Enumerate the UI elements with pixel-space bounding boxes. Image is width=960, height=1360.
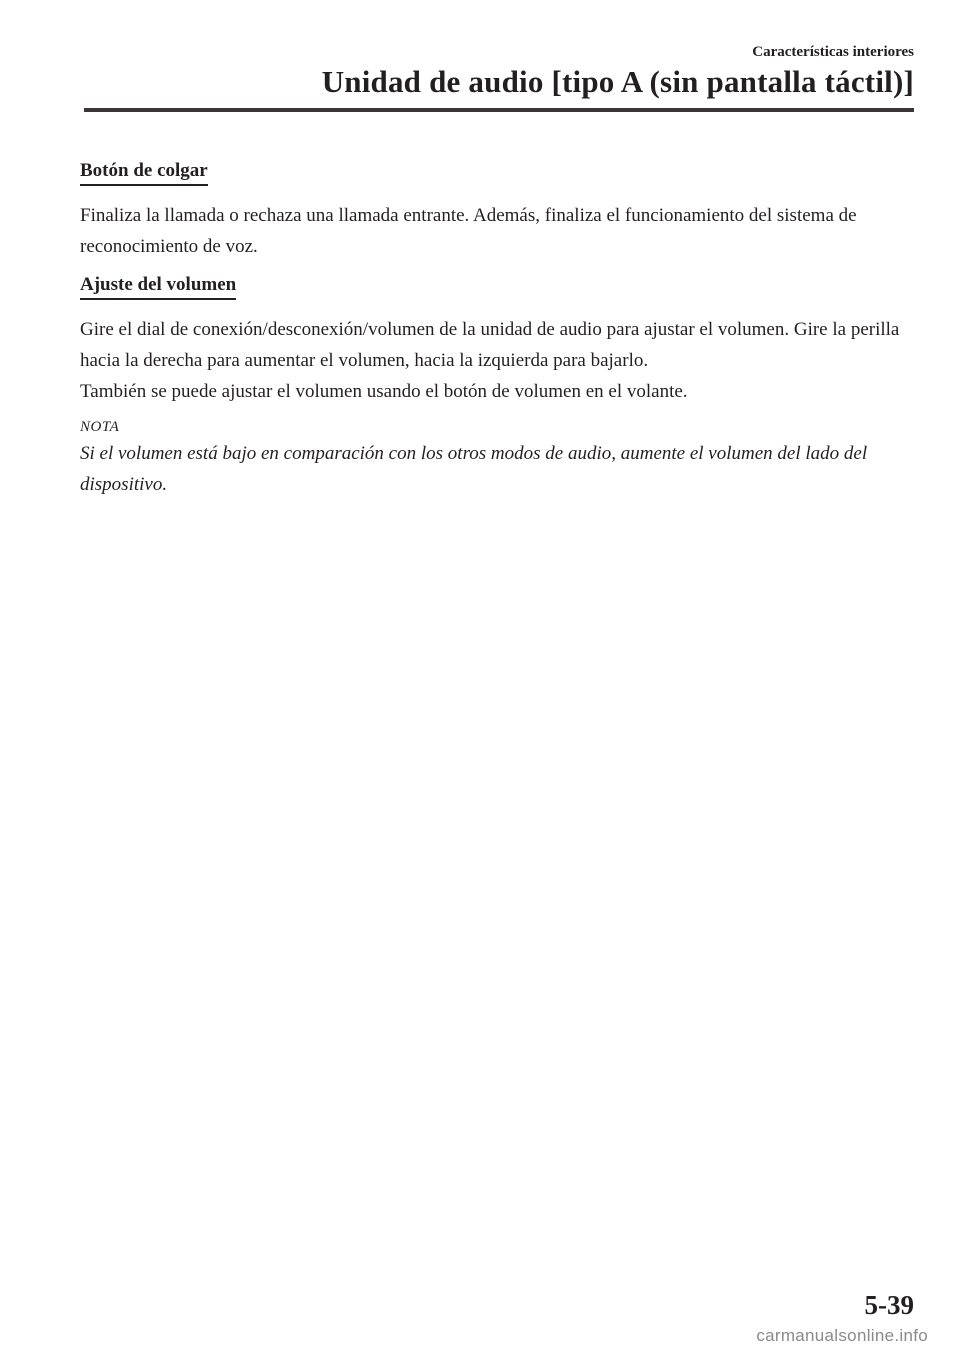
section-hang-up-button: [80, 160, 910, 262]
note-label: NOTA: [80, 419, 120, 435]
section-heading: Ajuste del volumen: [80, 274, 236, 300]
section-label: Características interiores: [752, 44, 914, 60]
note-block: [80, 419, 910, 500]
section-volume-adjustment: [80, 274, 910, 407]
section-heading: Botón de colgar: [80, 160, 208, 186]
watermark: carmanualsonline.info: [756, 1326, 928, 1345]
title-rule: [84, 108, 914, 112]
page-title: Unidad de audio [tipo A (sin pantalla táctil)]: [321, 64, 914, 99]
paragraph: También se puede ajustar el volumen usando el botón de volumen en el volante.: [80, 381, 688, 402]
paragraph: Finaliza la llamada o rechaza una llamada entrante. Además, finaliza el funcionamiento del sistema de reconocimiento de voz.: [80, 205, 857, 257]
page-number: 5-39: [864, 1290, 914, 1320]
page-content: [80, 160, 910, 500]
note-text: Si el volumen está bajo en comparación con los otros modos de audio, aumente el volumen del lado del dispositivo.: [80, 443, 868, 495]
paragraph: Gire el dial de conexión/desconexión/volumen de la unidad de audio para ajustar el volumen. Gire la perilla hacia la derecha para aumentar el volumen, hacia la izquierda para bajarlo.: [80, 319, 900, 371]
